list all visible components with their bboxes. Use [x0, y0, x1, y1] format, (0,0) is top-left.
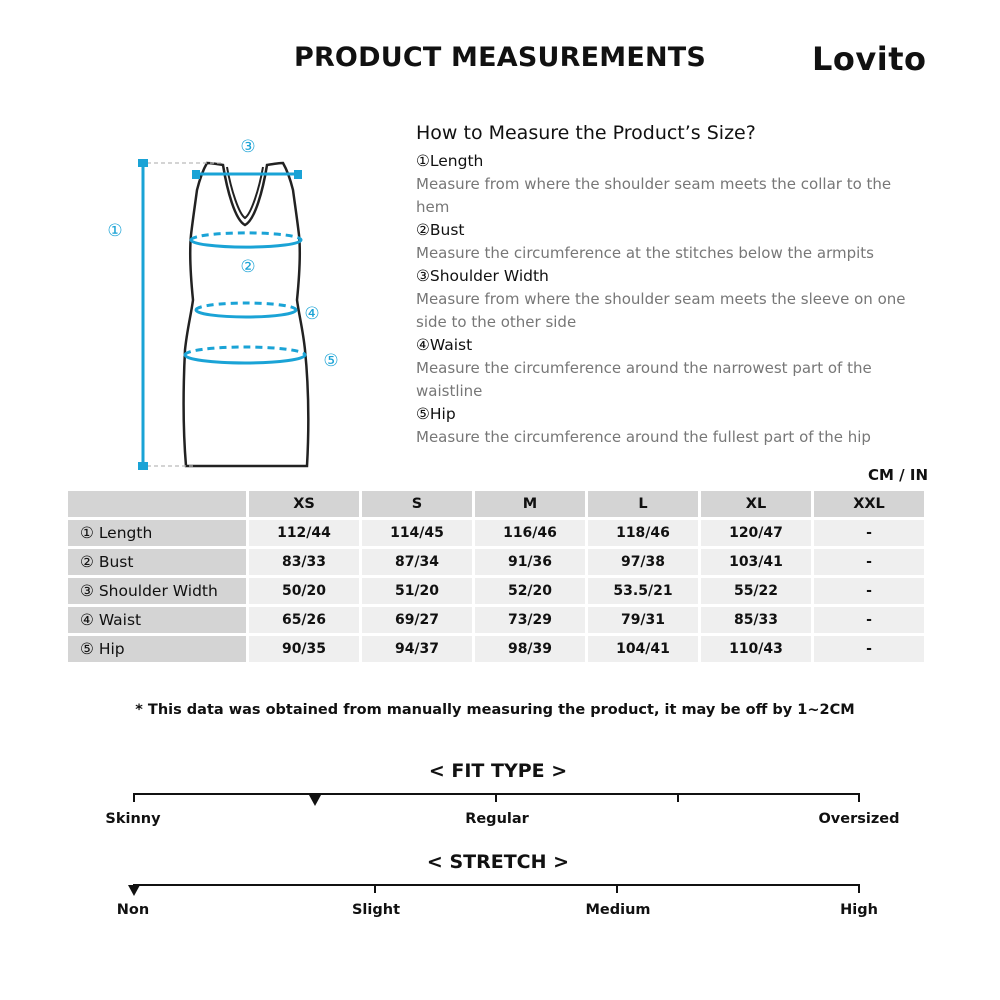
fit-label-regular: Regular: [465, 811, 529, 827]
stretch-label-non: Non: [116, 902, 150, 918]
fit-type-tick: [495, 793, 497, 802]
table-cell: 55/22: [701, 578, 811, 604]
row-header: ④ Waist: [68, 607, 246, 633]
stretch-title: < STRETCH >: [426, 851, 570, 873]
table-cell: 90/35: [249, 636, 359, 662]
page-title: PRODUCT MEASUREMENTS: [293, 42, 707, 73]
table-header-row: [68, 491, 924, 517]
measure-label: ①Length: [416, 152, 484, 170]
units-label: CM / IN: [868, 466, 928, 484]
table-cell: 98/39: [475, 636, 585, 662]
measure-item-shoulder: [416, 265, 936, 334]
size-header: XXL: [814, 491, 924, 517]
size-header: S: [362, 491, 472, 517]
hip-number-label: ⑤: [323, 351, 339, 371]
table-cell: 116/46: [475, 520, 585, 546]
row-header: ③ Shoulder Width: [68, 578, 246, 604]
fit-type-tick: [858, 793, 860, 802]
table-cell: 65/26: [249, 607, 359, 633]
table-cell: -: [814, 578, 924, 604]
fit-label-oversized: Oversized: [818, 811, 900, 827]
table-row: [68, 520, 924, 546]
how-to-measure-title: How to Measure the Product’s Size?: [416, 122, 756, 144]
table-cell: 110/43: [701, 636, 811, 662]
table-cell: -: [814, 607, 924, 633]
fit-type-marker-icon: [309, 795, 321, 806]
dress-diagram: [95, 130, 355, 480]
size-header: XS: [249, 491, 359, 517]
table-cell: 104/41: [588, 636, 698, 662]
table-cell: 53.5/21: [588, 578, 698, 604]
fit-label-skinny: Skinny: [105, 811, 161, 827]
measure-label: ⑤Hip: [416, 405, 456, 423]
table-cell: 112/44: [249, 520, 359, 546]
measure-item-bust: [416, 219, 936, 265]
stretch-marker-icon: [128, 885, 140, 896]
stretch-label-high: High: [840, 902, 878, 918]
table-cell: -: [814, 549, 924, 575]
measure-label: ④Waist: [416, 336, 473, 354]
table-cell: 50/20: [249, 578, 359, 604]
table-cell: 94/37: [362, 636, 472, 662]
stretch-label-slight: Slight: [351, 902, 401, 918]
measure-item-waist: [416, 334, 936, 403]
brand-logo: Lovito: [812, 40, 927, 78]
table-cell: 103/41: [701, 549, 811, 575]
table-corner: [68, 491, 246, 517]
measure-label: ②Bust: [416, 221, 465, 239]
waist-number-label: ④: [304, 304, 320, 324]
measure-item-hip: [416, 403, 936, 449]
row-header: ② Bust: [68, 549, 246, 575]
row-header: ⑤ Hip: [68, 636, 246, 662]
measure-item-length: [416, 150, 936, 219]
measure-desc: Measure the circumference at the stitches below the armpits: [416, 244, 874, 262]
length-number-label: ①: [107, 221, 123, 241]
table-cell: -: [814, 636, 924, 662]
size-header: XL: [701, 491, 811, 517]
table-row: [68, 636, 924, 662]
table-cell: 118/46: [588, 520, 698, 546]
table-cell: 91/36: [475, 549, 585, 575]
table-cell: 52/20: [475, 578, 585, 604]
stretch-label-medium: Medium: [585, 902, 651, 918]
shoulder-number-label: ③: [240, 137, 256, 157]
table-cell: 83/33: [249, 549, 359, 575]
measure-desc: Measure from where the shoulder seam meets the sleeve on one side to the other side: [416, 290, 906, 331]
table-cell: 79/31: [588, 607, 698, 633]
row-header: ① Length: [68, 520, 246, 546]
table-cell: 87/34: [362, 549, 472, 575]
table-row: [68, 607, 924, 633]
stretch-line: [133, 884, 860, 886]
measure-desc: Measure the circumference around the fullest part of the hip: [416, 428, 871, 446]
table-cell: 85/33: [701, 607, 811, 633]
size-header: M: [475, 491, 585, 517]
how-to-measure-section: [416, 122, 936, 449]
measure-desc: Measure the circumference around the narrowest part of the waistline: [416, 359, 872, 400]
table-row: [68, 549, 924, 575]
table-cell: 97/38: [588, 549, 698, 575]
table-cell: 51/20: [362, 578, 472, 604]
table-cell: -: [814, 520, 924, 546]
table-row: [68, 578, 924, 604]
measure-desc: Measure from where the shoulder seam meets the collar to the hem: [416, 175, 892, 216]
fit-type-tick: [133, 793, 135, 802]
measure-label: ③Shoulder Width: [416, 267, 549, 285]
size-header: L: [588, 491, 698, 517]
stretch-tick: [616, 884, 618, 893]
table-cell: 73/29: [475, 607, 585, 633]
stretch-tick: [858, 884, 860, 893]
fit-type-tick: [677, 793, 679, 802]
stretch-tick: [374, 884, 376, 893]
size-table: [65, 488, 927, 665]
measurement-note: * This data was obtained from manually measuring the product, it may be off by 1~2CM: [135, 702, 855, 718]
table-cell: 69/27: [362, 607, 472, 633]
table-cell: 114/45: [362, 520, 472, 546]
table-cell: 120/47: [701, 520, 811, 546]
bust-number-label: ②: [240, 257, 256, 277]
fit-type-title: < FIT TYPE >: [428, 760, 568, 782]
